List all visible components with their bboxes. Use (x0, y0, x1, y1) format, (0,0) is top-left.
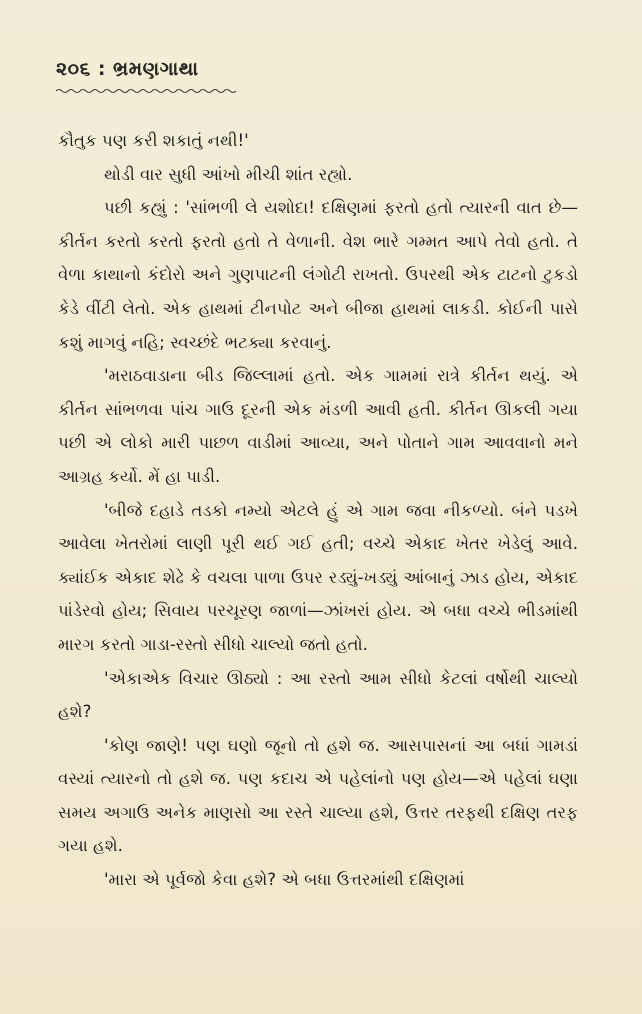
paragraph-7: 'કોણ જાણે! પણ ઘણો જૂનો તો હશે જ. આસપાસનાં આ બધાં ગામડાં વસ્યાં ત્યારનો તો હશે જ. પણ કદાચ એ પહેલાંનો પણ હોય—એ પહેલાં ઘણા સમય અગાઉ અનેક માણસો આ રસ્તે ચાલ્યા હશે, ઉત્તર તરફથી દક્ષિણ તરફ ગયા હશે. (58, 735, 578, 856)
paragraph-4: 'મરાઠવાડાના બીડ જિલ્લામાં હતો. એક ગામમાં રાત્રે કીર્તન થયું. એ કીર્તન સાંભળવા પાંચ ગાઉ દૂરની એક મંડળી આવી હતી. કીર્તન ઊકલી ગયા પછી એ લોકો મારી પાછળ વાડીમાં આવ્યા, અને પોતાને ગામ આવવાનો મને આગ્રહ કર્યો. મેં હા પાડી. (58, 366, 578, 486)
paragraph-1: કૌતુક પણ કરી શકાતું નથી!' (58, 131, 249, 150)
header-wavy-rule (56, 88, 238, 94)
paragraph-5: 'બીજે દહાડે તડકો નમ્યો એટલે હું એ ગામ જવા નીકળ્યો. બંને પડખે આવેલા ખેતરોમાં લાણી પૂરી થઈ ગઈ હતી; વચ્ચે એકાદ ખેતર ખેડેલું આવે. ક્યાંઈક એકાદ શેઢે કે વચલા પાળા ઉપર રડ્યું-ખડ્યું આંબાનું ઝાડ હોય, એકાદ પાંડેરવો હોય; સિવાય પરચૂરણ જાળાં—ઝાંખરાં હોય. એ બધા વચ્ચે ભીડમાંથી મારગ કરતો ગાડા-રસ્તો સીધો ચાલ્યો જતો હતો. (58, 500, 578, 654)
paragraph-8: 'મારા એ પૂર્વજો કેવા હશે? એ બધા ઉત્તરમાંથી દક્ષિણમાં (104, 870, 465, 890)
running-head: ૨૦૬ : ભ્રમણગાથા (56, 58, 199, 80)
paragraph-3: પછી કહ્યું : 'સાંભળી લે યશોદા! દક્ષિણમાં ફરતો હતો ત્યારની વાત છે—કીર્તન કરતો કરતો ફરતો હતો તે વેળાની. વેશ ભારે ગમ્મત આપે તેવો હતો. તે વેળા કાથાનો કંદોરો અને ગુણપાટની લંગોટી રાખતો. ઉપરથી એક ટાટનો ટુકડો કેડે વીંટી લેતો. એક હાથમાં ટીનપોટ અને બીજા હાથમાં લાકડી. કોઈની પાસે કશું માગવું નહિ; સ્વચ્છંદે ભટક્યા કરવાનું. (58, 198, 578, 352)
paragraph-6: 'એકાએક વિચાર ઊઠ્યો : આ રસ્તો આમ સીધો કેટલાં વર્ષોથી ચાલ્યો હશે? (58, 668, 578, 722)
paragraph-2: થોડી વાર સુધી આંખો મીચી શાંત રહ્યો. (104, 164, 353, 184)
body-text (58, 124, 578, 897)
